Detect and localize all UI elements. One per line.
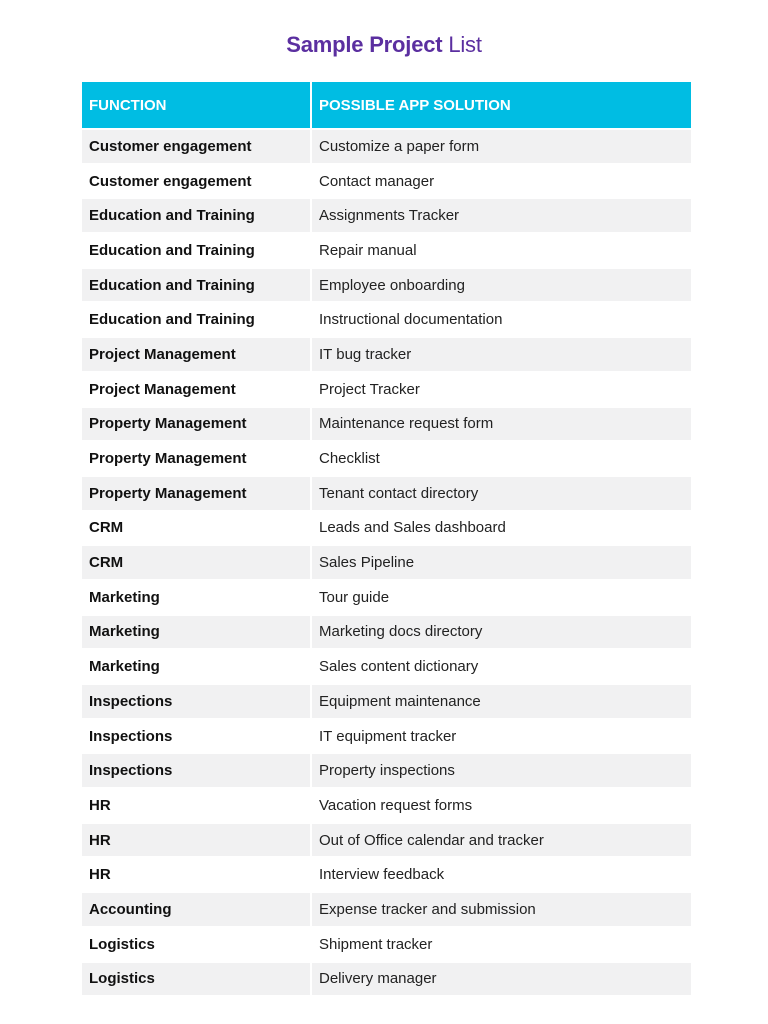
app-solution-cell: Employee onboarding [310,269,691,302]
table-row [82,512,691,545]
table-header [82,82,691,128]
function-cell: Education and Training [89,276,255,294]
function-cell: Project Management [89,345,236,363]
function-cell: Education and Training [89,241,255,259]
app-solution-cell: Interview feedback [310,858,691,891]
function-cell: Inspections [89,727,173,745]
table-row [82,720,691,753]
header-function: FUNCTION [89,96,167,114]
app-solution-cell: Equipment maintenance [310,685,691,718]
table-row [82,824,691,857]
app-solution-cell: Assignments Tracker [310,199,691,232]
app-solution-cell: Tenant contact directory [310,477,691,510]
app-solution-cell: Instructional documentation [310,303,691,336]
table-row [82,373,691,406]
app-solution-cell: Leads and Sales dashboard [310,512,691,545]
app-solution-cell: IT equipment tracker [310,720,691,753]
table-row [82,650,691,683]
function-cell: CRM [89,519,124,537]
table-row [82,303,691,336]
function-cell: Property Management [89,415,247,433]
table-row [82,546,691,579]
table-row [82,616,691,649]
function-cell: Logistics [89,970,155,988]
function-cell: Education and Training [89,311,255,329]
app-solution-cell: Contact manager [310,165,691,198]
function-cell: HR [89,866,111,884]
table-row [82,858,691,891]
app-solution-cell: Delivery manager [310,963,691,996]
function-cell: Marketing [89,588,160,606]
app-solution-cell: Out of Office calendar and tracker [310,824,691,857]
app-solution-cell: Project Tracker [310,373,691,406]
table-row [82,893,691,926]
app-solution-cell: Checklist [310,442,691,475]
function-cell: Inspections [89,692,173,710]
table-row [82,408,691,441]
table-row [82,269,691,302]
page-title [0,32,768,58]
app-solution-cell: Customize a paper form [310,130,691,163]
function-cell: Accounting [89,900,172,918]
project-table [82,82,691,995]
function-cell: Inspections [89,762,173,780]
table-row [82,789,691,822]
app-solution-cell: Shipment tracker [310,928,691,961]
app-solution-cell: IT bug tracker [310,338,691,371]
table-row [82,581,691,614]
table-row [82,754,691,787]
app-solution-cell: Marketing docs directory [310,616,691,649]
table-row [82,477,691,510]
function-cell: CRM [89,554,124,572]
app-solution-cell: Expense tracker and submission [310,893,691,926]
function-cell: HR [89,796,111,814]
function-cell: Marketing [89,658,160,676]
table-row [82,165,691,198]
function-cell: HR [89,831,111,849]
app-solution-cell: Property inspections [310,754,691,787]
function-cell: Logistics [89,935,155,953]
app-solution-cell: Tour guide [310,581,691,614]
function-cell: Marketing [89,623,160,641]
table-row [82,338,691,371]
table-row [82,234,691,267]
function-cell: Education and Training [89,207,255,225]
function-cell: Customer engagement [89,137,252,155]
function-cell: Property Management [89,484,247,502]
title-bold-part: Sample Project [286,32,443,57]
table-row [82,442,691,475]
table-row [82,685,691,718]
table-row [82,963,691,996]
function-cell: Property Management [89,450,247,468]
app-solution-cell: Sales Pipeline [310,546,691,579]
title-light-part: List [448,32,482,57]
function-cell: Project Management [89,380,236,398]
app-solution-cell: Sales content dictionary [310,650,691,683]
header-app-solution: POSSIBLE APP SOLUTION [310,82,691,128]
table-row [82,199,691,232]
function-cell: Customer engagement [89,172,252,190]
app-solution-cell: Repair manual [310,234,691,267]
app-solution-cell: Maintenance request form [310,408,691,441]
table-row [82,130,691,163]
table-body [82,130,691,995]
table-row [82,928,691,961]
app-solution-cell: Vacation request forms [310,789,691,822]
